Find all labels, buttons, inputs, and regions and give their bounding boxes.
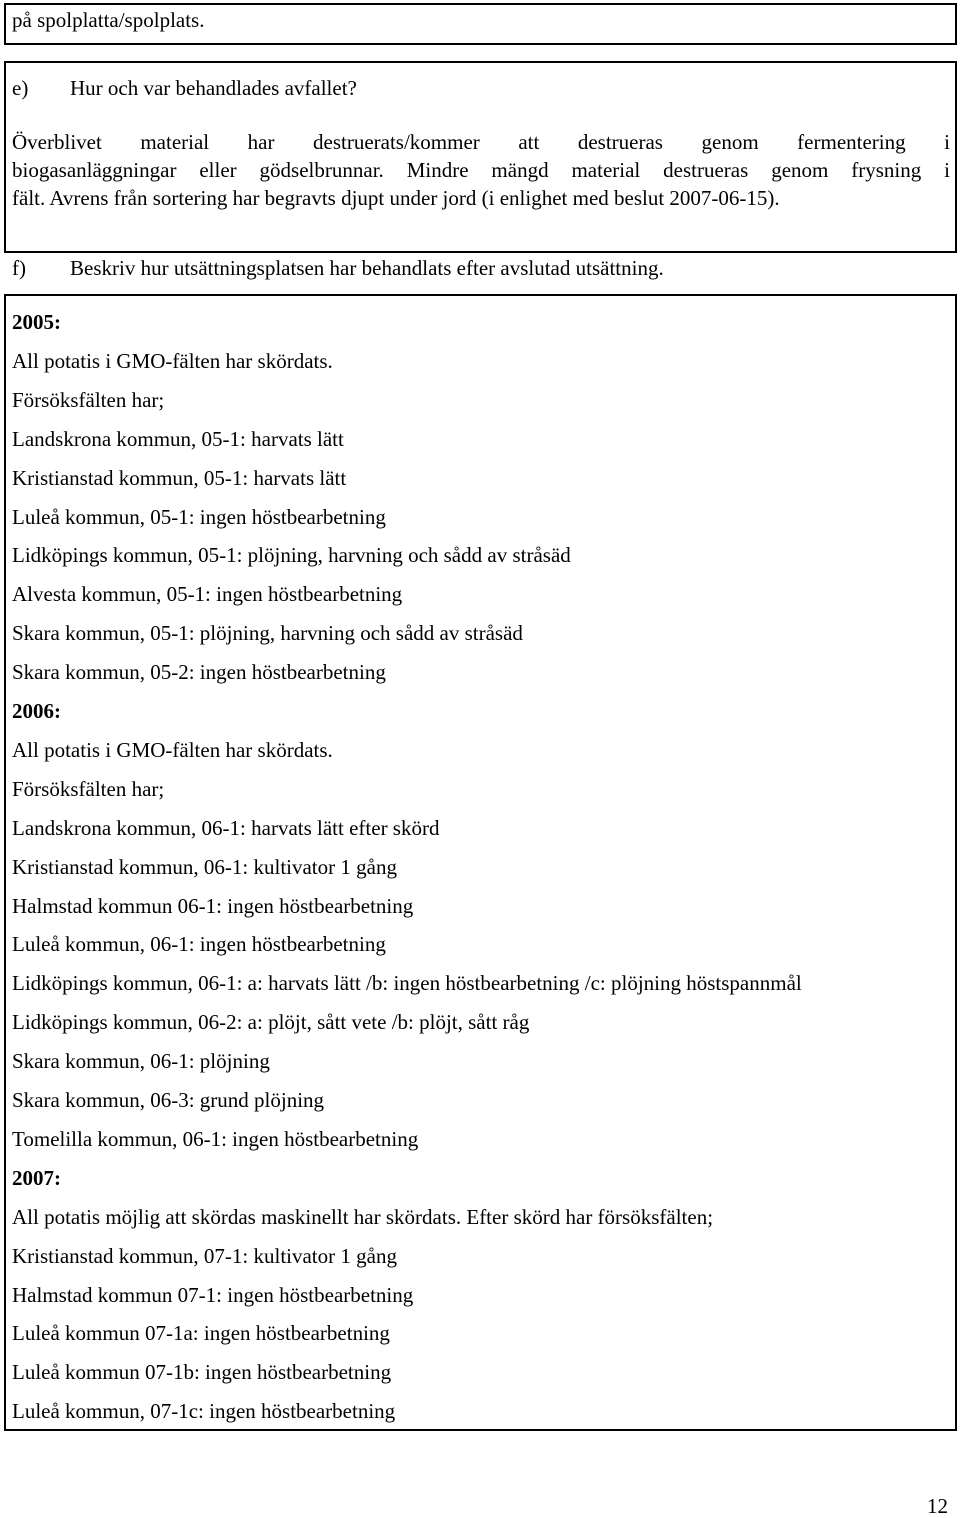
answer-f-line: Lidköpings kommun, 06-2: a: plöjt, sått vete /b: plöjt, sått råg — [12, 1010, 530, 1034]
answer-f-line: All potatis möjlig att skördas maskinellt har skördats. Efter skörd har försöksfälten; — [12, 1205, 714, 1229]
answer-f-line: Kristianstad kommun, 07-1: kultivator 1 gång — [12, 1244, 397, 1268]
question-f-label: f) — [12, 256, 26, 280]
answer-f-line: Luleå kommun 07-1a: ingen höstbearbetning — [12, 1321, 390, 1345]
question-e-text: Hur och var behandlades avfallet? — [70, 76, 357, 100]
year-heading: 2007: — [12, 1166, 61, 1190]
answer-e-line-3: fält. Avrens från sortering har begravts djupt under jord (i enlighet med beslut 2007-06-15). — [12, 186, 780, 210]
answer-f-line: Halmstad kommun 07-1: ingen höstbearbetning — [12, 1283, 414, 1307]
answer-f-line: Försöksfälten har; — [12, 388, 165, 412]
question-f-text: Beskriv hur utsättningsplatsen har behandlats efter avslutad utsättning. — [70, 256, 664, 280]
answer-e-line-2: biogasanläggningar eller gödselbrunnar. Mindre mängd material destrueras genom frysning i — [12, 158, 950, 182]
answer-f-line: Alvesta kommun, 05-1: ingen höstbearbetning — [12, 582, 403, 606]
answer-f-line: Luleå kommun 07-1b: ingen höstbearbetning — [12, 1360, 392, 1384]
answer-f-line: Luleå kommun, 07-1c: ingen höstbearbetning — [12, 1399, 396, 1423]
answer-e-line-1: Överblivet material har destruerats/kommer att destrueras genom fermentering i — [12, 130, 950, 154]
answer-f-line: Skara kommun, 06-1: plöjning — [12, 1049, 270, 1073]
answer-f-line: Lidköpings kommun, 06-1: a: harvats lätt /b: ingen höstbearbetning /c: plöjning höstspannmål — [12, 971, 802, 995]
answer-f-line: Skara kommun, 05-2: ingen höstbearbetning — [12, 660, 386, 684]
answer-f-line: Skara kommun, 06-3: grund plöjning — [12, 1088, 325, 1112]
answer-f-line: Luleå kommun, 05-1: ingen höstbearbetning — [12, 505, 386, 529]
answer-f-line: Försöksfälten har; — [12, 777, 165, 801]
answer-f-line: Halmstad kommun 06-1: ingen höstbearbetning — [12, 894, 414, 918]
answer-f-line: All potatis i GMO-fälten har skördats. — [12, 349, 333, 373]
answer-f-line: Skara kommun, 05-1: plöjning, harvning och sådd av stråsäd — [12, 621, 523, 645]
answer-f-line: Landskrona kommun, 05-1: harvats lätt — [12, 427, 344, 451]
answer-f-line: Lidköpings kommun, 05-1: plöjning, harvning och sådd av stråsäd — [12, 543, 571, 567]
page-number: 12 — [927, 1494, 948, 1518]
answer-f-line: Kristianstad kommun, 05-1: harvats lätt — [12, 466, 347, 490]
year-heading: 2006: — [12, 699, 61, 723]
question-e-label: e) — [12, 76, 29, 100]
answer-f-line: Landskrona kommun, 06-1: harvats lätt efter skörd — [12, 816, 440, 840]
continuation-text: på spolplatta/spolplats. — [12, 8, 205, 32]
answer-f-line: Kristianstad kommun, 06-1: kultivator 1 gång — [12, 855, 397, 879]
answer-e-box — [4, 61, 957, 253]
answer-f-line: Luleå kommun, 06-1: ingen höstbearbetning — [12, 932, 386, 956]
answer-f-line: All potatis i GMO-fälten har skördats. — [12, 738, 333, 762]
answer-f-line: Tomelilla kommun, 06-1: ingen höstbearbetning — [12, 1127, 419, 1151]
year-heading: 2005: — [12, 310, 61, 334]
